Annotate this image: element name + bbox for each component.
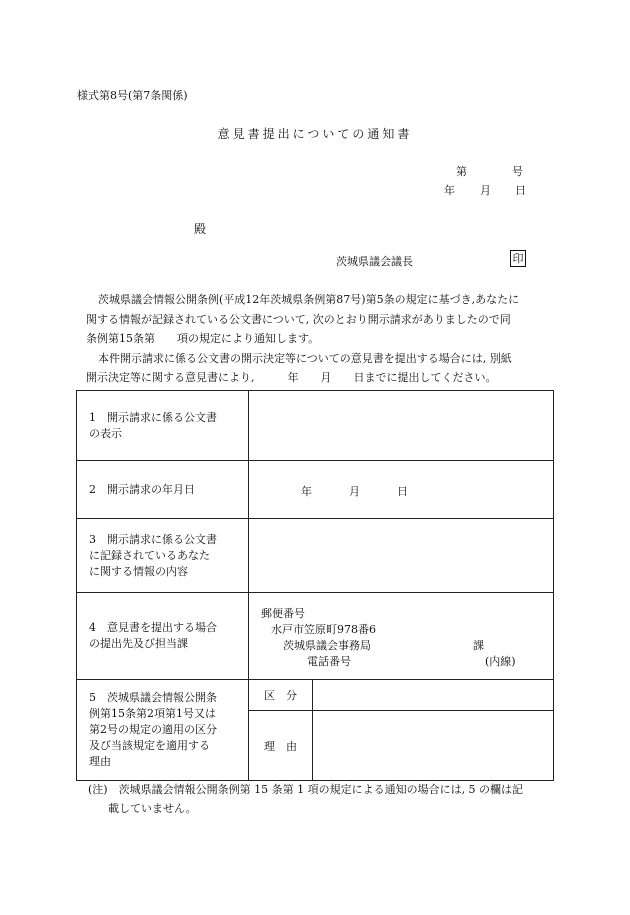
body-line-1: 茨城県議会情報公開条例(平成12年茨城県条例第87号)第5条の規定に基づき,あなたに [98,293,520,306]
date-year: 年 [444,184,455,197]
kubun-label: 区 分 [249,680,313,711]
row2-date[interactable]: 年 月 日 [249,461,554,519]
doc-number-dai: 第 [456,165,467,178]
row1-value[interactable] [249,391,554,461]
office-name: 茨城県議会事務局 [283,639,371,652]
extension-label: (内線) [485,655,516,668]
ka-label: 課 [473,639,484,652]
seal-box: 印 [510,250,526,267]
phone-label: 電話番号 [307,655,351,668]
sender: 茨城県議会議長 [336,255,413,268]
body-line-2: 関する情報が記録されている公文書について, 次のとおり開示請求がありましたので同 [86,313,511,326]
row3-label: 3 開示請求に係る公文書 に記録されているあなた に関する情報の内容 [77,519,249,593]
body-line-3: 条例第15条第 項の規定により通知します。 [86,332,320,345]
date-day: 日 [515,184,526,197]
info-table [76,390,554,781]
row4-address [249,593,554,680]
table-row [77,391,554,461]
row2-label: 2 開示請求の年月日 [77,461,249,519]
date-month: 月 [480,184,491,197]
row4-label: 4 意見書を提出する場合 の提出先及び担当課 [77,593,249,680]
table-row [77,593,554,680]
note-line-1: (注) 茨城県議会情報公開条例第 15 条第 1 項の規定による通知の場合には, 5 の欄は記 [88,783,524,796]
street-address: 水戸市笠原町978番6 [271,623,376,636]
doc-number-go: 号 [512,165,523,178]
table-row [77,461,554,519]
document-title: 意見書提出についての通知書 [217,127,413,141]
row3-value[interactable] [249,519,554,593]
row1-label: 1 開示請求に係る公文書 の表示 [77,391,249,461]
riyu-label: 理 由 [249,711,313,781]
note-line-2: 載していません。 [108,802,197,815]
form-number: 様式第8号(第7条関係) [77,89,188,102]
riyu-value[interactable] [313,711,554,781]
body-line-4: 本件開示請求に係る公文書の開示決定等についての意見書を提出する場合には, 別紙 [98,352,512,365]
body-line-5: 開示決定等に関する意見書により, 年 月 日までに提出してください。 [86,371,497,384]
kubun-value[interactable] [313,680,554,711]
table-row [77,680,554,711]
postal-label: 郵便番号 [261,607,305,620]
addressee-suffix: 殿 [194,222,207,236]
row5-label: 5 茨城県議会情報公開条 例第15条第2項第1号又は 第2号の規定の適用の区分 及び当該規定を適用する 理由 [77,680,249,781]
table-row [77,519,554,593]
